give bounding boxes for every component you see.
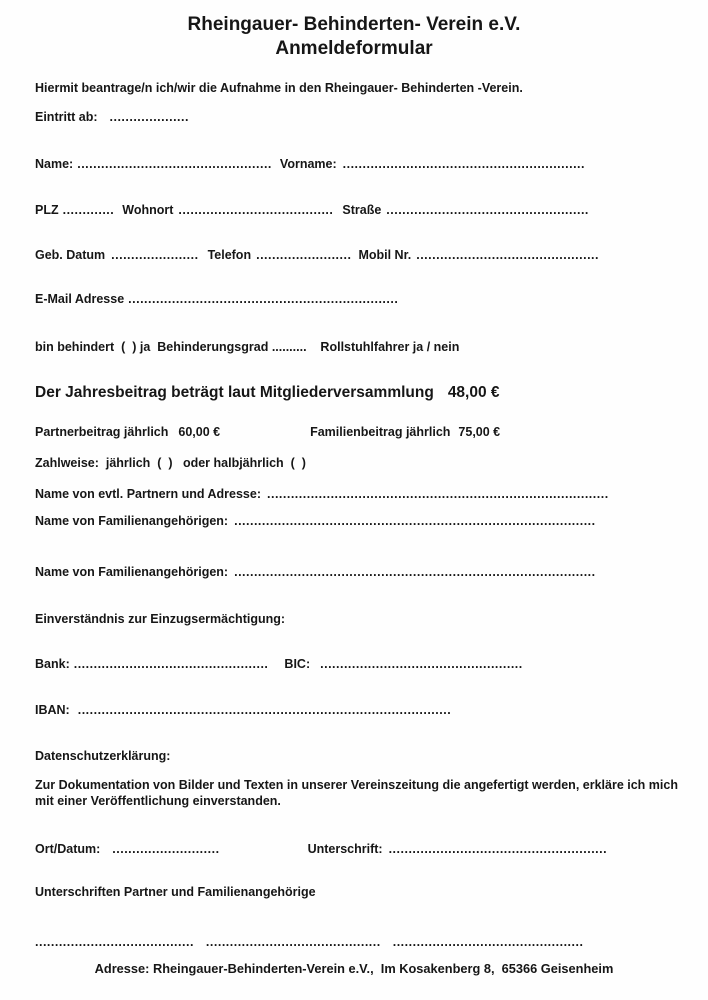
name-row [35,156,585,172]
bic-label: BIC: [284,657,311,671]
bank-label: Bank: [35,657,70,671]
partner-fee-amount: 60,00 € [178,425,221,439]
privacy-heading: Datenschutzerklärung: [35,749,171,763]
place-date-field: ........................... [112,842,220,856]
wohnort-field: ....................................... [178,203,334,217]
eintritt-field: .................... [109,110,189,124]
iban-field: .............................................................................................. [77,703,452,717]
strasse-label: Straße [342,203,382,217]
family-member-label-1: Name von Familienangehörigen: [35,514,229,528]
geb-datum-field: ...................... [111,248,199,262]
page-title-line2: Anmeldeformular [275,38,433,59]
direct-debit-heading: Einverständnis zur Einzugsermächtigung: [35,612,286,626]
partner-name-row [35,486,609,502]
signature-line-3: ................................................ [392,935,584,949]
signature-label: Unterschrift: [307,842,383,856]
mobil-field: .............................................. [416,248,599,262]
vorname-field: ............................................................. [342,157,585,171]
bank-field: ................................................. [73,657,269,671]
iban-label: IBAN: [35,703,70,717]
bank-bic-row [35,656,523,672]
family-fee-label: Familienbeitrag jährlich [310,425,451,439]
club-address-footer: Adresse: Rheingauer-Behinderten-Verein e.V., Im Kosakenberg 8, 65366 Geisenheim [94,961,614,976]
family-member-field-2: ........................................................................................... [234,565,596,579]
address-row [35,202,589,218]
telefon-field: ........................ [256,248,352,262]
application-statement: Hiermit beantrage/n ich/wir die Aufnahme in den Rheingauer- Behinderten -Verein. [35,81,523,95]
vorname-label: Vorname: [279,157,337,171]
name-field: ................................................. [77,157,272,171]
page-title-line1: Rheingauer- Behinderten- Verein e.V. [187,14,521,35]
email-row [35,291,398,307]
partner-signatures-heading: Unterschriften Partner und Familienangehörige [35,885,316,899]
wohnort-label: Wohnort [122,203,174,217]
annual-fee-label: Der Jahresbeitrag beträgt laut Mitgliederversammlung [35,384,434,401]
eintritt-row [35,109,189,125]
signature-lines-row [35,934,583,950]
name-label: Name: [35,157,74,171]
family-member-label-2: Name von Familienangehörigen: [35,565,229,579]
family-fee-amount: 75,00 € [458,425,501,439]
signature-line-2: ............................................ [205,935,381,949]
annual-fee-row [35,385,500,401]
partner-fee-label: Partnerbeitrag jährlich [35,425,169,439]
email-field: .................................................................... [128,292,399,306]
family-member-field-1: ........................................................................................... [234,514,596,528]
contact-row [35,247,599,263]
partner-name-field: ...................................................................................... [267,487,609,501]
place-signature-row [35,841,607,857]
signature-field: ....................................................... [388,842,608,856]
strasse-field: ................................................... [386,203,589,217]
eintritt-label: Eintritt ab: [35,110,98,124]
place-date-label: Ort/Datum: [35,842,101,856]
plz-field: ............. [62,203,115,217]
payment-mode-row: Zahlweise: jährlich ( ) oder halbjährlich ( ) [35,456,306,470]
partner-family-fee-row [35,424,500,440]
iban-row [35,702,451,718]
telefon-label: Telefon [207,248,252,262]
disability-row: bin behindert ( ) ja Behinderungsgrad .......... Rollstuhlfahrer ja / nein [35,340,460,354]
email-label: E-Mail Adresse [35,292,125,306]
partner-name-label: Name von evtl. Partnern und Adresse: [35,487,261,501]
bic-field: ................................................... [320,657,523,671]
signature-line-1: ........................................ [35,935,194,949]
family-member-row-1 [35,513,596,529]
annual-fee-amount: 48,00 € [447,384,500,401]
geb-datum-label: Geb. Datum [35,248,106,262]
mobil-label: Mobil Nr. [358,248,412,262]
family-member-row-2 [35,564,596,580]
plz-label: PLZ [35,203,59,217]
privacy-consent-text: Zur Dokumentation von Bilder und Texten in unserer Vereinszeitung die angefertigt werden, erkläre ich mich mit einer Veröffentlichung einverstanden. [35,778,678,808]
